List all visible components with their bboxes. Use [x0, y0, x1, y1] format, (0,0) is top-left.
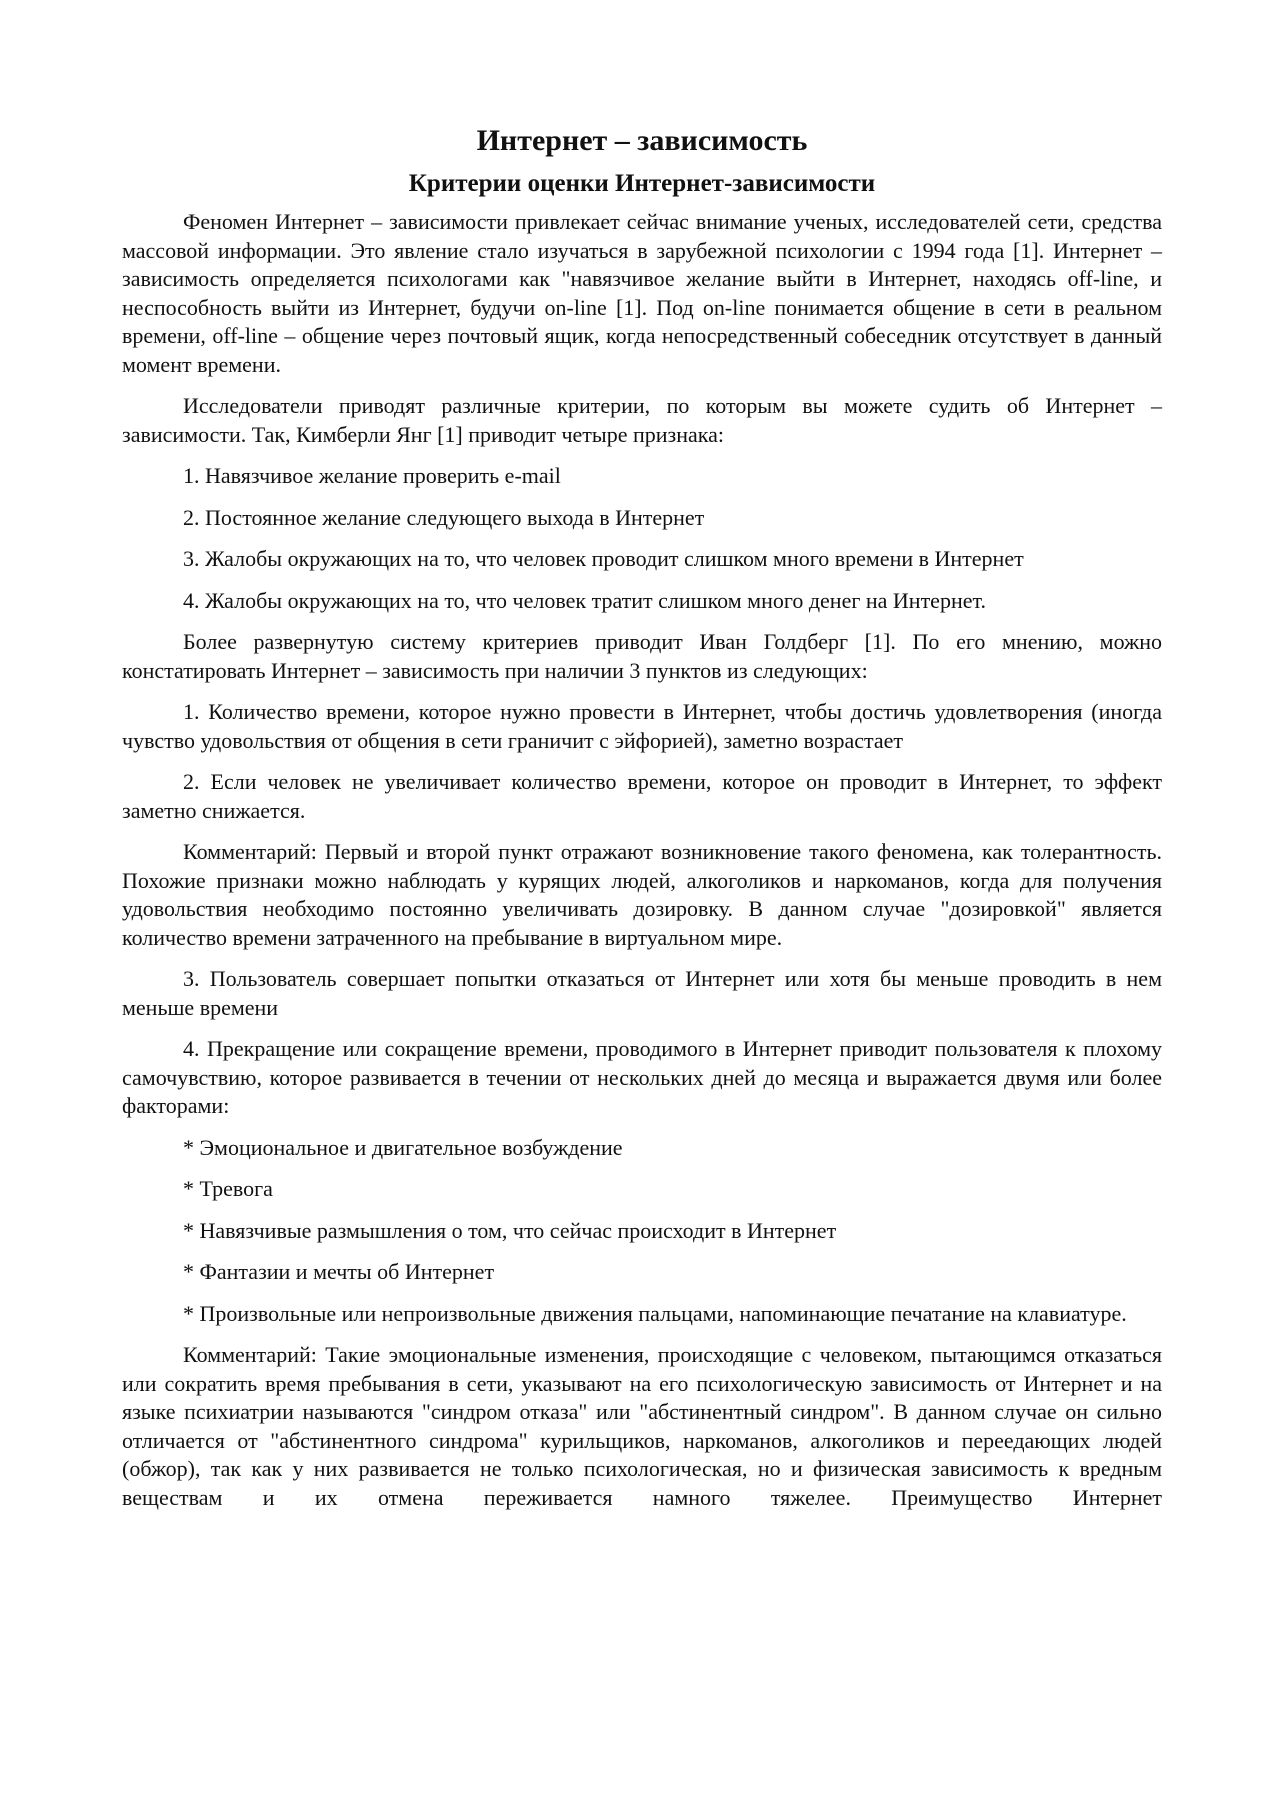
bullet-item-obsessive-thoughts: * Навязчивые размышления о том, что сейчас происходит в Интернет [183, 1217, 837, 1243]
list-item-goldberg-2: 2. Если человек не увеличивает количество времени, которое он проводит в Интернет, то эффект заметно снижается. [122, 769, 1162, 823]
paragraph-criteria-intro: Исследователи приводят различные критерии, по которым вы можете судить об Интернет – зависимости. Так, Кимберли Янг [1] приводит четыре признака: [122, 393, 1162, 447]
document-page [122, 118, 1162, 1512]
list-item-young-3: 3. Жалобы окружающих на то, что человек проводит слишком много времени в Интернет [183, 546, 1024, 571]
list-item-young-1: 1. Навязчивое желание проверить e-mail [183, 463, 561, 488]
bullet-item-fantasies: * Фантазии и мечты об Интернет [183, 1259, 495, 1284]
list-item-goldberg-4: 4. Прекращение или сокращение времени, проводимого в Интернет приводит пользователя к плохому самочувствию, которое развивается в течении от нескольких дней до месяца и выражается двумя или более факторами: [122, 1036, 1162, 1118]
paragraph-intro: Феномен Интернет – зависимости привлекает сейчас внимание ученых, исследователей сети, средства массовой информации. Это явление стало изучаться в зарубежной психологии с 1994 года [1]. Интернет – зависимость определяется психологами как "навязчивое желание выйти в Интернет, находясь off-line, и неспособность выйти из Интернет, будучи on-line [1]. Под on-line понимается общение в сети в реальном времени, off-line – общение через почтовый ящик, когда непосредственный собеседник отсутствует в данный момент времени. [122, 209, 1162, 377]
list-item-young-4: 4. Жалобы окружающих на то, что человек тратит слишком много денег на Интернет. [183, 587, 986, 613]
bullet-item-finger-movements: * Произвольные или непроизвольные движения пальцами, напоминающие печатание на клавиатуре. [183, 1300, 1127, 1326]
document-subtitle: Критерии оценки Интернет-зависимости [408, 170, 876, 197]
list-item-young-2: 2. Постоянное желание следующего выхода в Интернет [183, 504, 705, 530]
list-item-goldberg-1: 1. Количество времени, которое нужно провести в Интернет, чтобы достичь удовлетворения (иногда чувство удовольствия от общения в сети граничит с эйфорией), заметно возрастает [122, 699, 1162, 753]
bullet-item-excitement: * Эмоциональное и двигательное возбуждение [183, 1134, 623, 1160]
paragraph-goldberg-intro: Более развернутую систему критериев приводит Иван Голдберг [1]. По его мнению, можно констатировать Интернет – зависимость при наличии 3 пунктов из следующих: [122, 629, 1162, 683]
document-title: Интернет – зависимость [476, 124, 808, 157]
paragraph-comment-tolerance: Комментарий: Первый и второй пункт отражают возникновение такого феномена, как толерантность. Похожие признаки можно наблюдать у курящих людей, алкоголиков и наркоманов, когда для получения удовольствия необходимо постоянно увеличивать дозировку. В данном случае "дозировкой" является количество времени затраченного на пребывание в виртуальном мире. [122, 839, 1162, 950]
bullet-item-anxiety: * Тревога [183, 1176, 273, 1201]
paragraph-comment-withdrawal: Комментарий: Такие эмоциональные изменения, происходящие с человеком, пытающимся отказаться или сократить время пребывания в сети, указывают на его психологическую зависимость от Интернет и на языке психиатрии называются "синдром отказа" или "абстинентный синдром". В данном случае он сильно отличается от "абстинентного синдрома" курильщиков, наркоманов, алкоголиков и переедающих людей (обжор), так как у них развивается не только психологическая, но и физическая зависимость к вредным веществам и их отмена переживается намного тяжелее. Преимущество Интернет [122, 1342, 1162, 1510]
list-item-goldberg-3: 3. Пользователь совершает попытки отказаться от Интернет или хотя бы меньше проводить в нем меньше времени [122, 966, 1162, 1020]
